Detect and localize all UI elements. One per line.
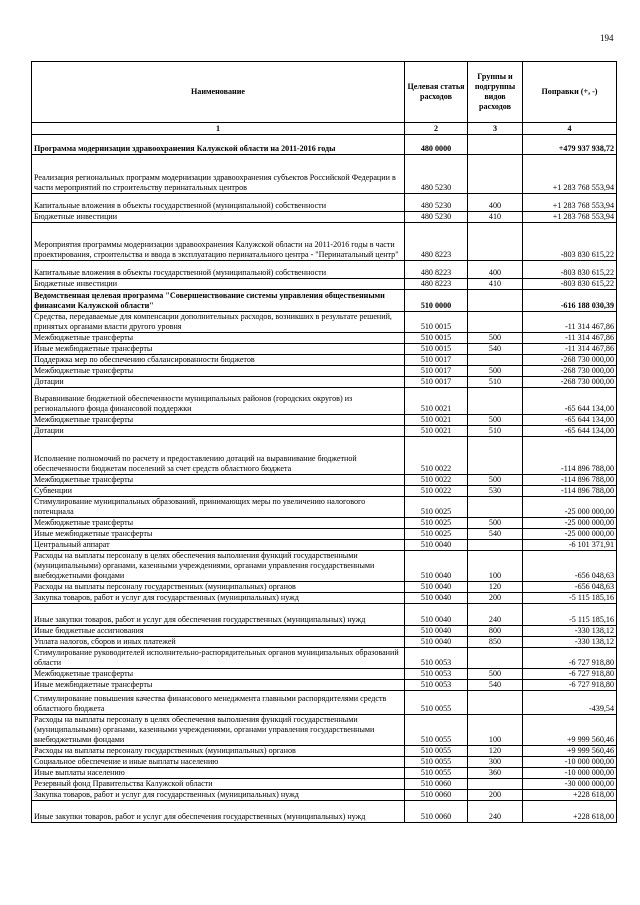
row-amount: -25 000 000,00 — [523, 529, 617, 540]
row-amount: -439,54 — [523, 691, 617, 715]
table-row — [32, 768, 617, 779]
table-row — [32, 312, 617, 333]
row-name: Иные выплаты населению — [32, 768, 405, 779]
row-article: 510 0017 — [405, 377, 468, 388]
row-amount: -6 101 371,91 — [523, 540, 617, 551]
row-amount: -268 730 000,00 — [523, 377, 617, 388]
table-row — [32, 801, 617, 823]
row-name: Расходы на выплаты персоналу в целях обеспечения выполнения функций государственными (муниципальными) органами, казенными учреждениями, органами управления государственными внебюджетными фондами — [32, 551, 405, 582]
table-row — [32, 779, 617, 790]
row-name: Ведомственная целевая программа "Совершенствование системы управления общественными финансами Калужской области" — [32, 290, 405, 312]
row-name: Стимулирование повышения качества финансового менеджмента главными распорядителями средств областного бюджета — [32, 691, 405, 715]
row-group: 300 — [468, 757, 523, 768]
table-row — [32, 648, 617, 669]
row-amount: -5 115 185,16 — [523, 604, 617, 626]
table-row — [32, 426, 617, 437]
row-name: Межбюджетные трансферты — [32, 669, 405, 680]
row-amount: -10 000 000,00 — [523, 757, 617, 768]
table-row — [32, 475, 617, 486]
row-name: Капитальные вложения в объекты государственной (муниципальной) собственности — [32, 261, 405, 279]
row-group: 510 — [468, 377, 523, 388]
row-name: Исполнение полномочий по расчету и предоставлению дотаций на выравнивание бюджетной обеспеченности бюджетам поселений за счет средств областного бюджета — [32, 437, 405, 475]
row-article: 480 8223 — [405, 223, 468, 261]
row-group: 500 — [468, 333, 523, 344]
row-article: 510 0055 — [405, 746, 468, 757]
row-group: 400 — [468, 194, 523, 212]
row-group: 500 — [468, 518, 523, 529]
row-group — [468, 290, 523, 312]
table-row — [32, 715, 617, 746]
table-row — [32, 155, 617, 194]
row-amount: -5 115 185,16 — [523, 593, 617, 604]
row-amount: -616 188 030,39 — [523, 290, 617, 312]
header-groups: Группы и подгруппы видов расходов — [468, 62, 523, 123]
row-group: 200 — [468, 593, 523, 604]
row-article: 510 0060 — [405, 801, 468, 823]
row-article: 510 0015 — [405, 312, 468, 333]
row-amount: -11 314 467,86 — [523, 333, 617, 344]
row-name: Иные закупки товаров, работ и услуг для обеспечения государственных (муниципальных) нужд — [32, 604, 405, 626]
row-name: Центральный аппарат — [32, 540, 405, 551]
row-amount: -65 644 134,00 — [523, 388, 617, 415]
table-row — [32, 529, 617, 540]
table-row — [32, 388, 617, 415]
row-name: Социальное обеспечение и иные выплаты населению — [32, 757, 405, 768]
table-row — [32, 680, 617, 691]
row-name: Дотации — [32, 377, 405, 388]
row-name: Расходы на выплаты персоналу в целях обеспечения выполнения функций государственными (муниципальными) органами, казенными учреждениями, органами управления государственными внебюджетными фондами — [32, 715, 405, 746]
row-name: Иные межбюджетные трансферты — [32, 344, 405, 355]
row-article: 510 0053 — [405, 669, 468, 680]
row-amount: -114 896 788,00 — [523, 486, 617, 497]
row-group — [468, 223, 523, 261]
table-row — [32, 290, 617, 312]
row-group — [468, 388, 523, 415]
table-row — [32, 637, 617, 648]
row-article: 480 0000 — [405, 135, 468, 155]
row-article: 480 5230 — [405, 212, 468, 223]
row-amount: +1 283 768 553,94 — [523, 194, 617, 212]
table-row — [32, 437, 617, 475]
row-name: Средства, передаваемые для компенсации дополнительных расходов, возникших в результате решений, принятых органами власти другого уровня — [32, 312, 405, 333]
row-article: 510 0040 — [405, 604, 468, 626]
row-amount: +479 937 938,72 — [523, 135, 617, 155]
row-name: Межбюджетные трансферты — [32, 333, 405, 344]
row-article: 510 0021 — [405, 415, 468, 426]
row-group: 360 — [468, 768, 523, 779]
row-article: 510 0021 — [405, 388, 468, 415]
row-amount: -11 314 467,86 — [523, 312, 617, 333]
row-article: 510 0022 — [405, 475, 468, 486]
row-amount: +9 999 560,46 — [523, 746, 617, 757]
row-article: 510 0055 — [405, 757, 468, 768]
row-group: 500 — [468, 475, 523, 486]
row-amount: -656 048,63 — [523, 582, 617, 593]
row-article: 510 0055 — [405, 715, 468, 746]
row-name: Иные бюджетные ассигнования — [32, 626, 405, 637]
row-amount: -65 644 134,00 — [523, 415, 617, 426]
row-name: Бюджетные инвестиции — [32, 279, 405, 290]
row-amount: -268 730 000,00 — [523, 355, 617, 366]
row-amount: -25 000 000,00 — [523, 518, 617, 529]
row-group: 500 — [468, 415, 523, 426]
row-group: 500 — [468, 366, 523, 377]
row-amount: +9 999 560,46 — [523, 715, 617, 746]
row-amount: -656 048,63 — [523, 551, 617, 582]
column-index: 3 — [468, 123, 523, 135]
row-group: 240 — [468, 604, 523, 626]
row-amount: -25 000 000,00 — [523, 497, 617, 518]
row-name: Межбюджетные трансферты — [32, 475, 405, 486]
row-article: 480 5230 — [405, 194, 468, 212]
row-amount: +228 618,00 — [523, 790, 617, 801]
row-name: Поддержка мер по обеспечению сбалансированности бюджетов — [32, 355, 405, 366]
row-group: 410 — [468, 212, 523, 223]
row-group — [468, 691, 523, 715]
table-row — [32, 212, 617, 223]
row-amount: -803 830 615,22 — [523, 223, 617, 261]
column-index: 1 — [32, 123, 405, 135]
row-name: Капитальные вложения в объекты государственной (муниципальной) собственности — [32, 194, 405, 212]
table-row — [32, 333, 617, 344]
row-article: 510 0040 — [405, 637, 468, 648]
row-group: 540 — [468, 344, 523, 355]
budget-table — [31, 61, 617, 823]
row-amount: -803 830 615,22 — [523, 279, 617, 290]
table-body — [32, 135, 617, 823]
column-index: 4 — [523, 123, 617, 135]
row-group — [468, 155, 523, 194]
row-amount: +1 283 768 553,94 — [523, 155, 617, 194]
row-article: 510 0025 — [405, 529, 468, 540]
row-group: 240 — [468, 801, 523, 823]
row-article: 480 8223 — [405, 279, 468, 290]
row-name: Закупка товаров, работ и услуг для государственных (муниципальных) нужд — [32, 593, 405, 604]
column-index-row — [32, 123, 617, 135]
table-row — [32, 366, 617, 377]
row-group: 850 — [468, 637, 523, 648]
row-article: 480 5230 — [405, 155, 468, 194]
row-article: 510 0022 — [405, 486, 468, 497]
row-article: 510 0015 — [405, 333, 468, 344]
row-name: Расходы на выплаты персоналу государственных (муниципальных) органов — [32, 582, 405, 593]
row-amount: -803 830 615,22 — [523, 261, 617, 279]
table-row — [32, 344, 617, 355]
table-row — [32, 604, 617, 626]
row-article: 510 0022 — [405, 437, 468, 475]
row-name: Резервный фонд Правительства Калужской области — [32, 779, 405, 790]
header-name: Наименование — [32, 62, 405, 123]
row-name: Межбюджетные трансферты — [32, 415, 405, 426]
row-name: Уплата налогов, сборов и иных платежей — [32, 637, 405, 648]
row-name: Мероприятия программы модернизации здравоохранения Калужской области на 2011-2016 годы в части проектирования, строительства и ввода в эксплуатацию перинатального центра - "Перинатальный центр" — [32, 223, 405, 261]
row-group — [468, 135, 523, 155]
header-amendments: Поправки (+, -) — [523, 62, 617, 123]
table-row — [32, 486, 617, 497]
row-article: 510 0053 — [405, 648, 468, 669]
row-amount: -65 644 134,00 — [523, 426, 617, 437]
row-group: 410 — [468, 279, 523, 290]
table-row — [32, 194, 617, 212]
row-name: Межбюджетные трансферты — [32, 518, 405, 529]
row-amount: -330 138,12 — [523, 637, 617, 648]
row-group — [468, 312, 523, 333]
table-row — [32, 790, 617, 801]
table-row — [32, 582, 617, 593]
table-row — [32, 626, 617, 637]
row-article: 510 0040 — [405, 582, 468, 593]
row-article: 510 0055 — [405, 768, 468, 779]
row-group: 540 — [468, 529, 523, 540]
row-article: 510 0015 — [405, 344, 468, 355]
row-amount: -6 727 918,80 — [523, 648, 617, 669]
table-row — [32, 135, 617, 155]
row-article: 510 0000 — [405, 290, 468, 312]
page-number: 194 — [600, 33, 614, 43]
row-article: 510 0021 — [405, 426, 468, 437]
table-row — [32, 593, 617, 604]
row-name: Расходы на выплаты персоналу государственных (муниципальных) органов — [32, 746, 405, 757]
row-group — [468, 497, 523, 518]
row-group: 800 — [468, 626, 523, 637]
row-article: 510 0055 — [405, 691, 468, 715]
row-article: 480 8223 — [405, 261, 468, 279]
column-index: 2 — [405, 123, 468, 135]
row-article: 510 0017 — [405, 355, 468, 366]
row-group — [468, 355, 523, 366]
row-article: 510 0017 — [405, 366, 468, 377]
row-group: 510 — [468, 426, 523, 437]
table-row — [32, 746, 617, 757]
row-amount: -114 896 788,00 — [523, 475, 617, 486]
row-group — [468, 437, 523, 475]
row-group: 120 — [468, 582, 523, 593]
table-row — [32, 355, 617, 366]
table-row — [32, 279, 617, 290]
row-amount: -330 138,12 — [523, 626, 617, 637]
row-name: Выравнивание бюджетной обеспеченности муниципальных районов (городских округов) из регионального фонда финансовой поддержки — [32, 388, 405, 415]
table-row — [32, 691, 617, 715]
row-name: Программа модернизации здравоохранения Калужской области на 2011-2016 годы — [32, 135, 405, 155]
table-row — [32, 757, 617, 768]
row-amount: -6 727 918,80 — [523, 669, 617, 680]
row-group: 200 — [468, 790, 523, 801]
row-article: 510 0060 — [405, 790, 468, 801]
row-group: 100 — [468, 715, 523, 746]
row-group: 100 — [468, 551, 523, 582]
row-amount: +1 283 768 553,94 — [523, 212, 617, 223]
table-row — [32, 377, 617, 388]
row-group: 400 — [468, 261, 523, 279]
table-row — [32, 669, 617, 680]
row-name: Субвенции — [32, 486, 405, 497]
row-group: 540 — [468, 680, 523, 691]
row-article: 510 0053 — [405, 680, 468, 691]
row-article: 510 0060 — [405, 779, 468, 790]
table-row — [32, 261, 617, 279]
row-name: Стимулирование муниципальных образований, принимающих меры по увеличению налогового потенциала — [32, 497, 405, 518]
row-name: Стимулирование руководителей исполнительно-распорядительных органов муниципальных образований области — [32, 648, 405, 669]
row-group — [468, 540, 523, 551]
header-article: Целевая статья расходов — [405, 62, 468, 123]
row-name: Иные межбюджетные трансферты — [32, 680, 405, 691]
row-name: Иные закупки товаров, работ и услуг для обеспечения государственных (муниципальных) нужд — [32, 801, 405, 823]
row-name: Бюджетные инвестиции — [32, 212, 405, 223]
row-article: 510 0040 — [405, 626, 468, 637]
row-group: 120 — [468, 746, 523, 757]
table-row — [32, 540, 617, 551]
row-group — [468, 779, 523, 790]
row-name: Иные межбюджетные трансферты — [32, 529, 405, 540]
row-article: 510 0040 — [405, 551, 468, 582]
row-amount: -10 000 000,00 — [523, 768, 617, 779]
table-row — [32, 415, 617, 426]
row-article: 510 0025 — [405, 497, 468, 518]
table-row — [32, 223, 617, 261]
row-article: 510 0040 — [405, 593, 468, 604]
row-name: Межбюджетные трансферты — [32, 366, 405, 377]
table-row — [32, 551, 617, 582]
row-amount: -268 730 000,00 — [523, 366, 617, 377]
row-amount: -30 000 000,00 — [523, 779, 617, 790]
row-name: Закупка товаров, работ и услуг для государственных (муниципальных) нужд — [32, 790, 405, 801]
table-row — [32, 497, 617, 518]
row-name: Дотации — [32, 426, 405, 437]
row-group — [468, 648, 523, 669]
row-article: 510 0040 — [405, 540, 468, 551]
row-group: 530 — [468, 486, 523, 497]
row-article: 510 0025 — [405, 518, 468, 529]
row-amount: -11 314 467,86 — [523, 344, 617, 355]
table-row — [32, 518, 617, 529]
row-amount: +228 618,00 — [523, 801, 617, 823]
row-amount: -114 896 788,00 — [523, 437, 617, 475]
row-amount: -6 727 918,80 — [523, 680, 617, 691]
row-name: Реализация региональных программ модернизации здравоохранения субъектов Российской Федерации в части мероприятий по строительству перинатальных центров — [32, 155, 405, 194]
row-group: 500 — [468, 669, 523, 680]
